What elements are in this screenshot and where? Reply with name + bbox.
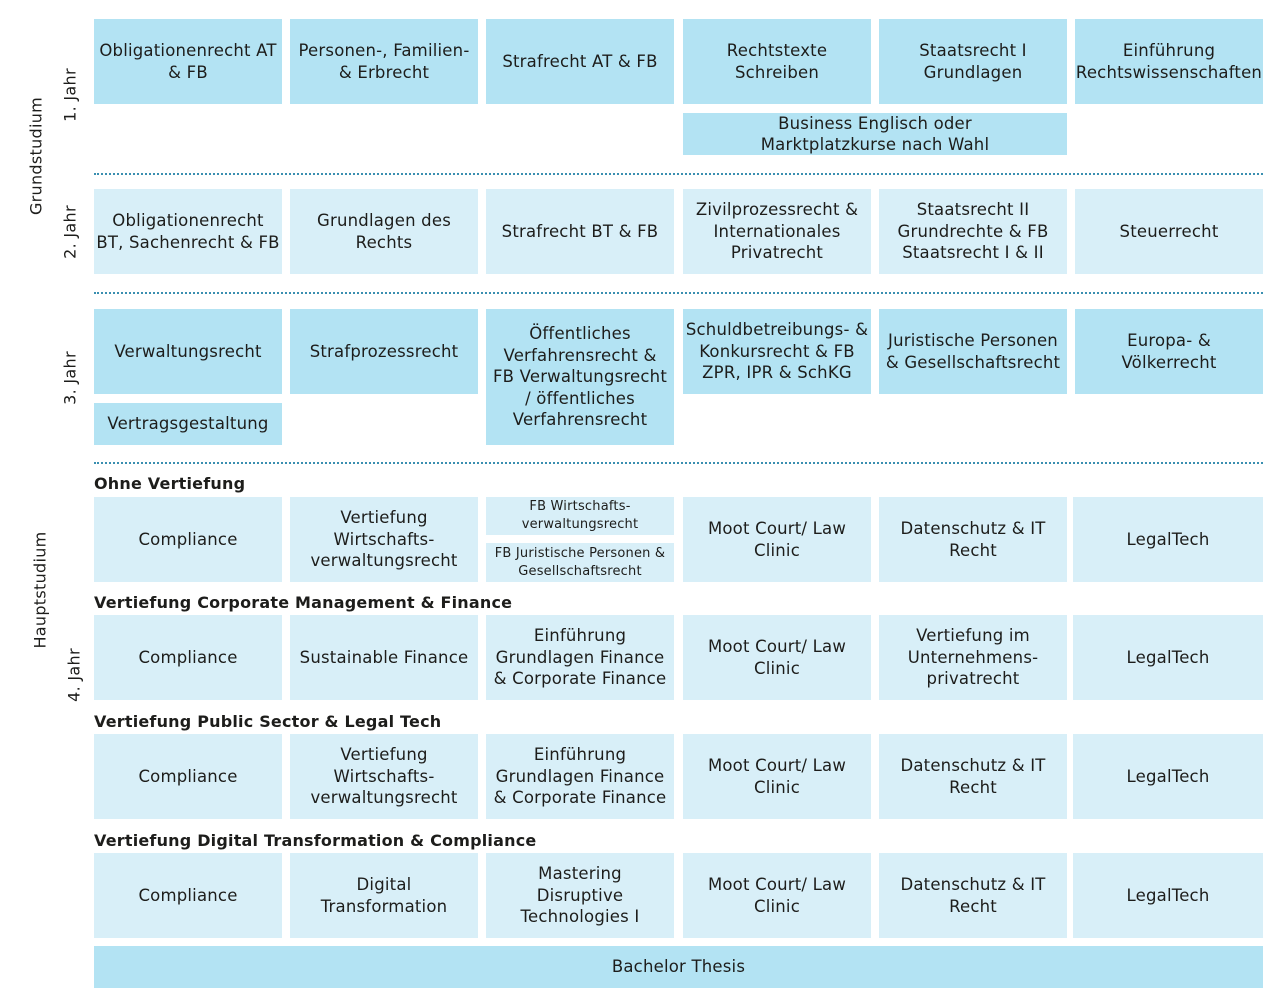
year3-label: 3. Jahr xyxy=(60,351,80,405)
year2-course-box: Zivilprozessrecht & Internationales Privatrecht xyxy=(683,189,871,274)
year3-course-box: Öffentliches Verfahrensrecht & FB Verwaltungsrecht / öffentliches Verfahrensrecht xyxy=(486,309,674,445)
year4-course-box: Moot Court/ Law Clinic xyxy=(683,497,871,582)
track-heading-cmf: Vertiefung Corporate Management & Finance xyxy=(94,593,513,612)
year4-course-box: Compliance xyxy=(94,497,282,582)
year-divider xyxy=(94,462,1263,464)
year4-course-box: LegalTech xyxy=(1073,853,1263,938)
year4-course-box: Compliance xyxy=(94,853,282,938)
year4-course-box: LegalTech xyxy=(1073,615,1263,700)
year3-course-box: Vertragsgestaltung xyxy=(94,403,282,445)
year4-course-box: Moot Court/ Law Clinic xyxy=(683,615,871,700)
year1-label: 1. Jahr xyxy=(60,68,80,122)
year3-course-box: Juristische Personen & Gesellschaftsrecht xyxy=(879,309,1067,394)
track-heading-dtc: Vertiefung Digital Transformation & Compliance xyxy=(94,831,537,850)
year4-course-box: Datenschutz & IT Recht xyxy=(879,497,1067,582)
year3-course-box: Schuldbetreibungs- & Konkursrecht & FB ZPR, IPR & SchKG xyxy=(683,309,871,394)
year2-label: 2. Jahr xyxy=(60,205,80,259)
year4-course-box: Moot Court/ Law Clinic xyxy=(683,734,871,819)
year4-course-box: Mastering Disruptive Technologies I xyxy=(486,853,674,938)
year1-course-box: Staatsrecht I Grundlagen xyxy=(879,19,1067,104)
year1-course-box: Personen-, Familien- & Erbrecht xyxy=(290,19,478,104)
year4-course-box: Vertiefung Wirtschafts-verwaltungsrecht xyxy=(290,497,478,582)
year2-course-box: Strafrecht BT & FB xyxy=(486,189,674,274)
year1-course-box: Einführung Rechtswissenschaften xyxy=(1075,19,1263,104)
year4-course-box: Sustainable Finance xyxy=(290,615,478,700)
year4-label: 4. Jahr xyxy=(64,648,84,702)
year4-course-box: LegalTech xyxy=(1073,497,1263,582)
year4-course-box: Moot Court/ Law Clinic xyxy=(683,853,871,938)
year3-course-box: Europa- & Völkerrecht xyxy=(1075,309,1263,394)
grundstudium-label: Grundstudium xyxy=(26,96,46,216)
year2-course-box: Obligationenrecht BT, Sachenrecht & FB xyxy=(94,189,282,274)
year-divider xyxy=(94,173,1263,175)
bachelor-thesis-box: Bachelor Thesis xyxy=(94,946,1263,988)
year4-course-box: FB Juristische Personen & Gesellschaftsrecht xyxy=(486,543,674,582)
year4-course-box: Compliance xyxy=(94,615,282,700)
year4-course-box: Datenschutz & IT Recht xyxy=(879,734,1067,819)
year-divider xyxy=(94,292,1263,294)
year1-course-box: Rechtstexte Schreiben xyxy=(683,19,871,104)
year4-course-box: Datenschutz & IT Recht xyxy=(879,853,1067,938)
year4-course-box: Einführung Grundlagen Finance & Corporate Finance xyxy=(486,734,674,819)
track-heading-pslt: Vertiefung Public Sector & Legal Tech xyxy=(94,712,442,731)
year4-course-box: Digital Transformation xyxy=(290,853,478,938)
year4-course-box: FB Wirtschafts-verwaltungsrecht xyxy=(486,497,674,535)
year2-course-box: Grundlagen des Rechts xyxy=(290,189,478,274)
year1-elective-box: Business Englisch oder Marktplatzkurse nach Wahl xyxy=(683,113,1067,155)
year3-course-box: Strafprozessrecht xyxy=(290,309,478,394)
year4-course-box: Vertiefung im Unternehmens-privatrecht xyxy=(879,615,1067,700)
year1-course-box: Strafrecht AT & FB xyxy=(486,19,674,104)
year4-course-box: Compliance xyxy=(94,734,282,819)
year3-course-box: Verwaltungsrecht xyxy=(94,309,282,394)
year1-course-box: Obligationenrecht AT & FB xyxy=(94,19,282,104)
hauptstudium-label: Hauptstudium xyxy=(30,531,50,649)
year2-course-box: Staatsrecht II Grundrechte & FB Staatsrecht I & II xyxy=(879,189,1067,274)
year4-course-box: Vertiefung Wirtschafts-verwaltungsrecht xyxy=(290,734,478,819)
year4-course-box: Einführung Grundlagen Finance & Corporate Finance xyxy=(486,615,674,700)
track-heading-ohne: Ohne Vertiefung xyxy=(94,474,246,493)
year2-course-box: Steuerrecht xyxy=(1075,189,1263,274)
year4-course-box: LegalTech xyxy=(1073,734,1263,819)
